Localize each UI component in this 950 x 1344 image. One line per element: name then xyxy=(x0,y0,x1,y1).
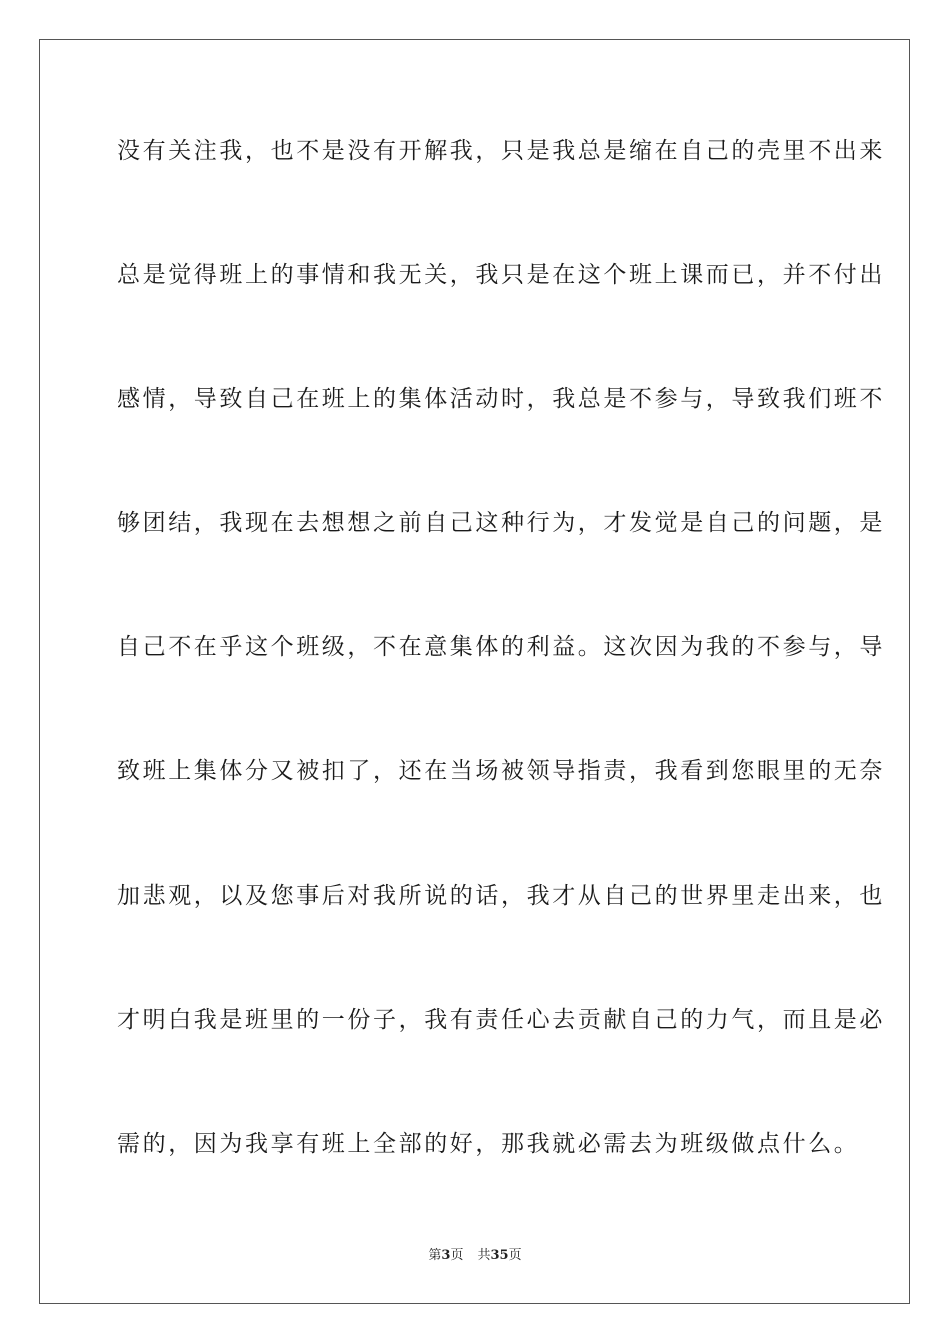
page-border xyxy=(39,39,910,1304)
body-text-line-2: 总是觉得班上的事情和我无关，我只是在这个班上课而已，并不付出 xyxy=(117,262,885,288)
page-suffix: 页 xyxy=(450,1248,464,1263)
body-text-line-7: 加悲观，以及您事后对我所说的话，我才从自己的世界里走出来，也 xyxy=(117,883,885,909)
body-text-line-4: 够团结，我现在去想想之前自己这种行为，才发觉是自己的问题，是 xyxy=(117,510,885,536)
body-text-line-6: 致班上集体分又被扣了，还在当场被领导指责，我看到您眼里的无奈 xyxy=(117,758,885,784)
page-footer xyxy=(0,1247,950,1265)
body-text-line-1: 没有关注我，也不是没有开解我，只是我总是缩在自己的壳里不出来 xyxy=(117,138,885,164)
total-prefix: 共 xyxy=(477,1248,491,1263)
body-text-line-9: 需的，因为我享有班上全部的好，那我就必需去为班级做点什么。 xyxy=(117,1131,860,1157)
total-suffix: 页 xyxy=(508,1248,522,1263)
page-prefix: 第 xyxy=(428,1248,442,1263)
page-number: 3 xyxy=(441,1248,451,1263)
body-text-line-8: 才明白我是班里的一份子，我有责任心去贡献自己的力气，而且是必 xyxy=(117,1007,885,1033)
body-text-line-3: 感情，导致自己在班上的集体活动时，我总是不参与，导致我们班不 xyxy=(117,386,885,412)
total-pages: 35 xyxy=(490,1248,509,1263)
body-text-line-5: 自己不在乎这个班级，不在意集体的利益。这次因为我的不参与，导 xyxy=(117,634,885,660)
